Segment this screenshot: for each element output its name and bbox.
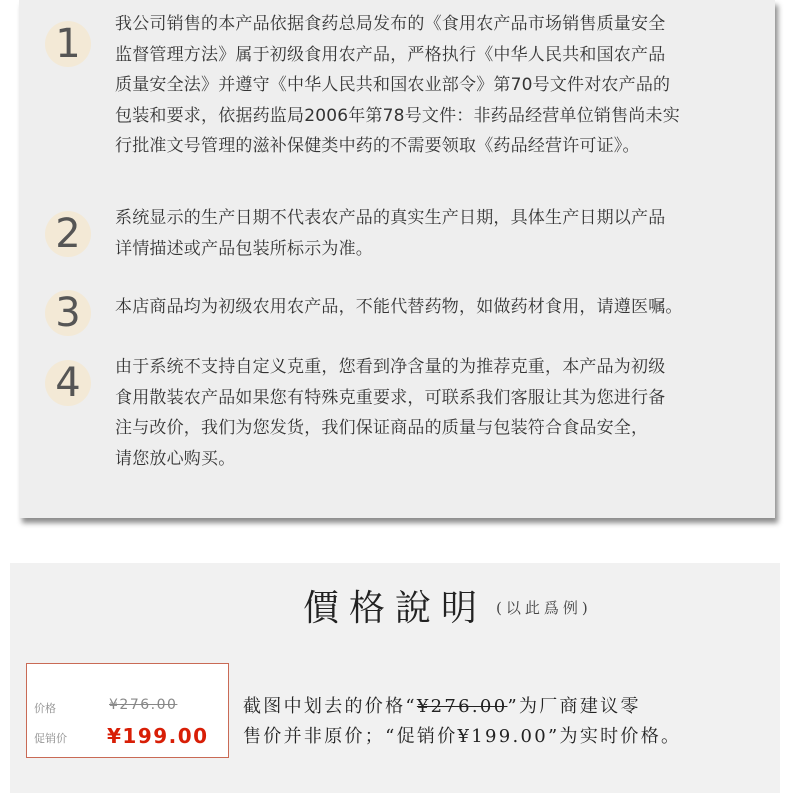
price-explanation-line-1 [243,692,783,718]
notice-4-line-3: 注与改价，我们为您发货，我们保证商品的质量与包装符合食品安全， [115,418,649,438]
notice-1-line-1: 我公司销售的本产品依据食药总局发布的《食用农产品市场销售质量安全 [115,14,666,34]
notice-1-line-3: 质量安全法》并遵守《中华人民共和国农业部令》第70号文件对农产品的 [115,75,671,95]
notice-4-line-1: 由于系统不支持自定义克重，您看到净含量的为推荐克重，本产品为初级 [115,357,666,377]
price-section-title: 價格說明 [303,588,488,629]
notice-text-3 [115,292,755,323]
notice-4-line-4: 请您放心购买。 [115,448,236,469]
notice-1-line-4: 包装和要求，依据药监局2006年第78号文件：非药品经营单位销售尚未实 [115,105,680,126]
notice-2-line-2: 详情描述或产品包装所标示为准。 [115,238,373,259]
promo-label: 促销价 [34,732,67,745]
price-example-box [26,663,229,758]
price-explanation-line-2: 售价并非原价；“促销价¥199.00”为实时价格。 [243,726,682,747]
notice-1-line-5: 行批准文号管理的滋补保健类中药的不需要领取《药品经营许可证》。 [115,136,640,156]
notice-3-line-1: 本店商品均为初级农用农产品，不能代替药物，如做药材食用，请遵医嘱。 [115,297,683,317]
notice-text-4 [115,352,755,474]
notice-1-line-2: 监督管理方法》属于初级食用农产品，严格执行《中华人民共和国农产品 [115,44,666,65]
notice-2-line-1: 系统显示的生产日期不代表农产品的真实生产日期，具体生产日期以产品 [115,208,666,228]
notice-text-2 [115,203,755,264]
notice-text-1 [115,9,755,162]
number-badge-4: 4 [45,360,91,406]
number-badge-3: 3 [45,290,91,336]
explanation-struck-price: ¥276.00 [416,696,508,717]
old-price: ¥276.00 [109,697,178,713]
explanation-text-before: 截图中划去的价格“ [243,696,417,717]
price-section-subtitle: (以此爲例) [496,599,592,617]
promo-price: ¥199.00 [107,724,209,748]
number-badge-2: 2 [45,211,91,257]
notice-4-line-2: 食用散装农产品如果您有特殊克重要求，可联系我们客服让其为您进行备 [115,387,666,408]
number-badge-1: 1 [45,21,91,67]
explanation-text-after: ”为厂商建议零 [507,696,641,717]
price-label: 价格 [34,702,56,715]
notice-card [19,0,775,518]
